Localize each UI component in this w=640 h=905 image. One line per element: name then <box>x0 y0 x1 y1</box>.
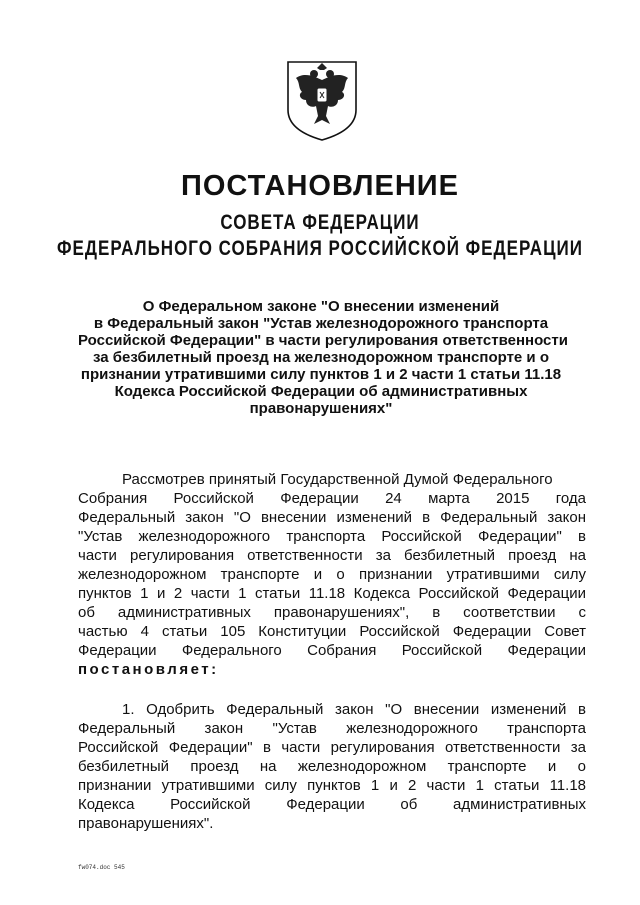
paragraph-line: железнодорожном транспорте и о признании утратившими силу <box>78 566 586 583</box>
heading-line: за безбилетный проезд на железнодорожном транспорте и о <box>93 349 549 366</box>
paragraph-line: части регулирования ответственности за безбилетный проезд на <box>78 547 586 564</box>
document-code: fw074.doc 545 <box>78 864 125 871</box>
document-subtitle-2: ФЕДЕРАЛЬНОГО СОБРАНИЯ РОССИЙСКОЙ ФЕДЕРАЦИИ <box>57 236 583 260</box>
paragraph-line: частью 4 статьи 105 Конституции Российской Федерации Совет <box>78 623 586 640</box>
heading-line: признании утратившими силу пунктов 1 и 2 части 1 статьи 11.18 <box>80 366 562 383</box>
decision-paragraph <box>78 700 586 833</box>
document-title: ПОСТАНОВЛЕНИЕ <box>181 170 459 202</box>
paragraph-line: Федерации Федерального Собрания Российской Федерации <box>78 642 586 659</box>
preamble-paragraph <box>78 470 586 679</box>
heading-line: Кодекса Российской Федерации об административных <box>114 383 528 400</box>
document-subtitle-1: СОВЕТА ФЕДЕРАЦИИ <box>220 210 420 234</box>
paragraph-line: Собрания Российской Федерации 24 марта 2015 года <box>78 490 586 507</box>
paragraph-line: Федеральный закон "Устав железнодорожного транспорта <box>78 720 586 737</box>
paragraph-line: пунктов 1 и 2 части 1 статьи 11.18 Кодекса Российской Федерации <box>78 585 586 602</box>
paragraph-line: Рассмотрев принятый Государственной Думой Федерального <box>122 471 553 488</box>
paragraph-line: 1. Одобрить Федеральный закон "О внесении изменений в <box>122 701 586 718</box>
heading-line: О Федеральном законе "О внесении изменений <box>142 298 500 315</box>
coat-of-arms-icon <box>284 58 360 142</box>
paragraph-line: об административных правонарушениях", в соответствии с <box>78 604 586 621</box>
paragraph-line: Российской Федерации" в части регулирования ответственности за <box>78 739 586 756</box>
paragraph-line: "Устав железнодорожного транспорта Российской Федерации" в <box>78 528 586 545</box>
paragraph-line: безбилетный проезд на железнодорожном транспорте и о <box>78 758 586 775</box>
paragraph-line: Федеральный закон "О внесении изменений в Федеральный закон <box>78 509 586 526</box>
heading-line: в Федеральный закон "Устав железнодорожного транспорта <box>93 315 549 332</box>
paragraph-line: признании утратившими силу пунктов 1 и 2 части 1 статьи 11.18 <box>78 777 586 794</box>
resolution-heading <box>78 298 568 417</box>
heading-line: правонарушениях" <box>249 400 393 417</box>
heading-line: Российской Федерации" в части регулирования ответственности <box>78 332 568 349</box>
paragraph-line: правонарушениях". <box>78 815 214 832</box>
postanovlyaet-word: постановляет: <box>78 661 219 678</box>
paragraph-line: Кодекса Российской Федерации об административных <box>78 796 586 813</box>
